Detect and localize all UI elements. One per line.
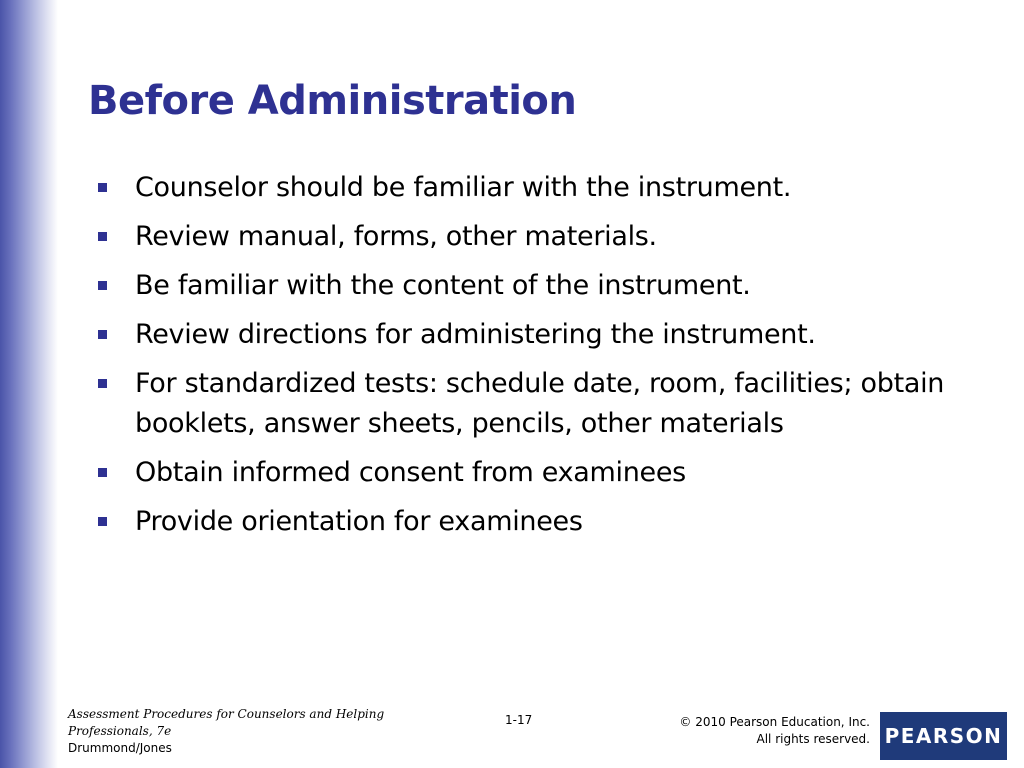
bullet-item <box>98 168 978 208</box>
bullet-text: Obtain informed consent from examinees <box>135 457 686 488</box>
square-bullet-icon <box>98 468 107 477</box>
bullet-text: For standardized tests: schedule date, room, facilities; obtain booklets, answer sheets, pencils, other materials <box>135 368 945 439</box>
copyright-line-1: © 2010 Pearson Education, Inc. <box>679 715 870 729</box>
bullet-item <box>98 502 978 542</box>
footer-copyright <box>679 714 870 748</box>
bullet-text: Review directions for administering the instrument. <box>135 319 816 350</box>
bullet-item <box>98 217 978 257</box>
left-gradient-stripe <box>0 0 58 768</box>
square-bullet-icon <box>98 183 107 192</box>
pearson-logo-text: PEARSON <box>884 724 1003 748</box>
bullet-text: Be familiar with the content of the instrument. <box>135 270 751 301</box>
bullet-text: Counselor should be familiar with the instrument. <box>135 172 792 203</box>
bullet-item <box>98 315 978 355</box>
bullet-text: Provide orientation for examinees <box>135 506 583 537</box>
footer-authors: Drummond/Jones <box>68 741 172 755</box>
bullet-item <box>98 453 978 493</box>
slide-title: Before Administration <box>88 78 577 124</box>
pearson-logo <box>880 712 1007 760</box>
square-bullet-icon <box>98 281 107 290</box>
square-bullet-icon <box>98 379 107 388</box>
copyright-line-2: All rights reserved. <box>756 732 870 746</box>
square-bullet-icon <box>98 330 107 339</box>
bullet-list <box>98 168 978 551</box>
square-bullet-icon <box>98 232 107 241</box>
bullet-text: Review manual, forms, other materials. <box>135 221 657 252</box>
footer-page-number: 1-17 <box>505 713 533 727</box>
square-bullet-icon <box>98 517 107 526</box>
bullet-item <box>98 266 978 306</box>
bullet-item <box>98 364 978 444</box>
footer-book-title: Assessment Procedures for Counselors and Helping Professionals, 7e <box>68 707 385 738</box>
